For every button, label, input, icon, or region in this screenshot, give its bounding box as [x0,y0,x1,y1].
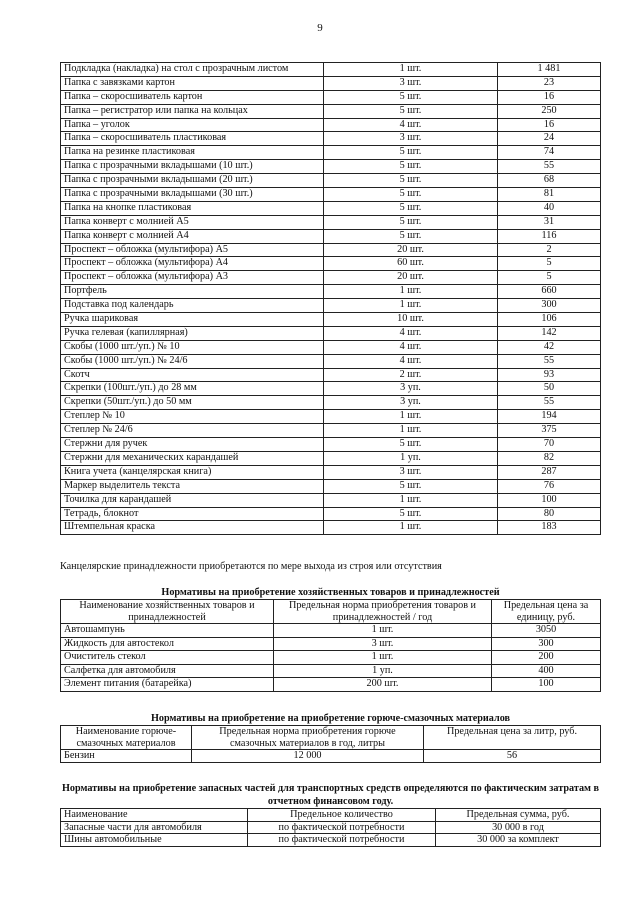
table-row [61,624,601,638]
page-number: 9 [317,22,323,34]
table-cell: 1 шт. [324,424,498,438]
table-cell: Папка на резинке пластиковая [61,146,324,160]
table-cell: 2 [498,243,601,257]
table-row [61,368,601,382]
table-cell: 250 [498,104,601,118]
table-row [61,340,601,354]
table-row [61,424,601,438]
table-cell: 1 уп. [274,664,492,678]
table-cell: 5 шт. [324,201,498,215]
table-cell: 5 шт. [324,507,498,521]
table-cell: 3050 [492,624,601,638]
table-row [61,174,601,188]
table-row [61,188,601,202]
column-header: Предельная цена за единицу, руб. [492,600,601,624]
table-cell: 3 уп. [324,382,498,396]
table-cell: Проспект – обложка (мультифора) А3 [61,271,324,285]
table-row [61,243,601,257]
table-cell: 5 шт. [324,90,498,104]
table-cell: Папка с завязками картон [61,76,324,90]
table-cell: 3 шт. [274,637,492,651]
table-row [61,438,601,452]
table-cell: 1 шт. [274,651,492,665]
table-cell: 4 шт. [324,118,498,132]
table-cell: 300 [498,299,601,313]
table-cell: Скобы (1000 шт./уп.) № 10 [61,340,324,354]
table-cell: Папка с прозрачными вкладышами (20 шт.) [61,174,324,188]
table-cell: 10 шт. [324,313,498,327]
fuel-table [60,725,601,763]
table-cell: 200 шт. [274,678,492,692]
table-cell: 55 [498,396,601,410]
table-cell: 5 шт. [324,160,498,174]
column-header: Предельная цена за литр, руб. [424,726,601,750]
table-row [61,750,601,763]
table-row [61,326,601,340]
table-cell: 5 шт. [324,146,498,160]
table-row [61,651,601,665]
table-cell: Проспект – обложка (мультифора) А5 [61,243,324,257]
table-cell: 1 шт. [324,299,498,313]
column-header: Наименование горюче-смазочных материалов [61,726,192,750]
table-cell: 42 [498,340,601,354]
table-cell: 93 [498,368,601,382]
table-row [61,637,601,651]
table-cell: по фактической потребности [248,834,436,847]
table-row [61,257,601,271]
office-supplies-table [60,62,601,535]
table-cell: 287 [498,465,601,479]
table-row [61,410,601,424]
table-cell: 2 шт. [324,368,498,382]
table-cell: 183 [498,521,601,535]
table-cell: Стержни для механических карандашей [61,451,324,465]
table-cell: 300 [492,637,601,651]
table-cell: 1 шт. [324,410,498,424]
table-row [61,821,601,834]
table-cell: 1 481 [498,63,601,77]
table-cell: 3 шт. [324,465,498,479]
table-cell: 5 шт. [324,438,498,452]
table-row [61,104,601,118]
table-cell: 82 [498,451,601,465]
table-row [61,271,601,285]
column-header: Наименование хозяйственных товаров и принадлежностей [61,600,274,624]
table-cell: Стержни для ручек [61,438,324,452]
table-cell: 5 [498,257,601,271]
table-cell: Бензин [61,750,192,763]
table-row [61,118,601,132]
table-cell: 4 шт. [324,340,498,354]
table-cell: 16 [498,90,601,104]
table-cell: 5 шт. [324,229,498,243]
table-cell: Маркер выделитель текста [61,479,324,493]
table-cell: Штемпельная краска [61,521,324,535]
table-cell: 200 [492,651,601,665]
table-cell: 30 000 за комплект [436,834,601,847]
table-cell: 3 уп. [324,396,498,410]
table-cell: 375 [498,424,601,438]
table-row [61,664,601,678]
table-cell: по фактической потребности [248,821,436,834]
table-row [61,146,601,160]
table-cell: 20 шт. [324,243,498,257]
table-cell: Очиститель стекол [61,651,274,665]
table-cell: Скотч [61,368,324,382]
table-cell: Шины автомобильные [61,834,248,847]
table-row [61,160,601,174]
table-cell: 660 [498,285,601,299]
table-cell: Точилка для карандашей [61,493,324,507]
table-cell: 55 [498,354,601,368]
table-cell: 56 [424,750,601,763]
table-cell: 3 шт. [324,132,498,146]
table-cell: 100 [498,493,601,507]
table-cell: 5 шт. [324,479,498,493]
table-cell: Ручка гелевая (капиллярная) [61,326,324,340]
table-cell: 142 [498,326,601,340]
table-cell: Папка с прозрачными вкладышами (30 шт.) [61,188,324,202]
table-cell: Скрепки (100шт./уп.) до 28 мм [61,382,324,396]
table-cell: 1 шт. [324,63,498,77]
table-cell: 1 шт. [324,521,498,535]
table-cell: 70 [498,438,601,452]
table-cell: Книга учета (канцелярская книга) [61,465,324,479]
column-header: Предельная норма приобретения товаров и принадлежностей / год [274,600,492,624]
table-row [61,507,601,521]
table-cell: 5 шт. [324,215,498,229]
fuel-heading: Нормативы на приобретение на приобретение горюче-смазочных материалов [150,713,511,724]
table-cell: Папка с прозрачными вкладышами (10 шт.) [61,160,324,174]
table-row [61,493,601,507]
table-row [61,90,601,104]
table-cell: Проспект – обложка (мультифора) А4 [61,257,324,271]
table-cell: Элемент питания (батарейка) [61,678,274,692]
table-cell: Скобы (1000 шт./уп.) № 24/6 [61,354,324,368]
table-cell: 55 [498,160,601,174]
table-cell: Папка – скоросшиватель картон [61,90,324,104]
table-cell: 4 шт. [324,354,498,368]
table-cell: 50 [498,382,601,396]
table-cell: 400 [492,664,601,678]
supplies-note: Канцелярские принадлежности приобретаются по мере выхода из строя или отсутствия [60,561,442,572]
table-cell: Автошампунь [61,624,274,638]
table-row [61,521,601,535]
table-cell: 31 [498,215,601,229]
table-cell: 106 [498,313,601,327]
table-row [61,834,601,847]
table-cell: Папка конверт с молнией А4 [61,229,324,243]
household-heading: Нормативы на приобретение хозяйственных товаров и принадлежностей [161,587,500,598]
table-cell: Жидкость для автостекол [61,637,274,651]
table-cell: Ручка шариковая [61,313,324,327]
table-row [61,313,601,327]
table-header-row [61,600,601,624]
table-cell: Скрепки (50шт./уп.) до 50 мм [61,396,324,410]
table-cell: 12 000 [192,750,424,763]
table-row [61,354,601,368]
table-cell: Папка конверт с молнией А5 [61,215,324,229]
table-cell: Степлер № 24/6 [61,424,324,438]
table-cell: Салфетка для автомобиля [61,664,274,678]
table-row [61,229,601,243]
table-cell: Степлер № 10 [61,410,324,424]
table-cell: 30 000 в год [436,821,601,834]
table-cell: Папка – уголок [61,118,324,132]
table-cell: 60 шт. [324,257,498,271]
table-cell: 40 [498,201,601,215]
table-cell: 1 шт. [324,493,498,507]
table-cell: 4 шт. [324,326,498,340]
table-cell: 5 шт. [324,188,498,202]
table-row [61,678,601,692]
table-cell: Папка – скоросшиватель пластиковая [61,132,324,146]
table-cell: 100 [492,678,601,692]
table-cell: 23 [498,76,601,90]
table-cell: 1 шт. [274,624,492,638]
table-cell: 1 уп. [324,451,498,465]
column-header: Наименование [61,809,248,822]
table-cell: Тетрадь, блокнот [61,507,324,521]
parts-heading: Нормативы на приобретение запасных частей для транспортных средств определяются по фактическим затратам в отчетном финансовом году. [61,783,600,808]
table-cell: Подставка под календарь [61,299,324,313]
table-cell: 74 [498,146,601,160]
table-cell: 76 [498,479,601,493]
table-row [61,285,601,299]
table-row [61,132,601,146]
table-cell: Портфель [61,285,324,299]
table-row [61,451,601,465]
table-cell: 68 [498,174,601,188]
table-cell: 5 шт. [324,104,498,118]
table-row [61,76,601,90]
table-row [61,63,601,77]
table-row [61,215,601,229]
table-row [61,479,601,493]
table-cell: Подкладка (накладка) на стол с прозрачным листом [61,63,324,77]
table-cell: 116 [498,229,601,243]
table-cell: 16 [498,118,601,132]
table-cell: 24 [498,132,601,146]
table-row [61,396,601,410]
table-row [61,465,601,479]
table-cell: 1 шт. [324,285,498,299]
table-row [61,201,601,215]
table-cell: 5 шт. [324,174,498,188]
table-cell: 3 шт. [324,76,498,90]
table-cell: Папка – регистратор или папка на кольцах [61,104,324,118]
table-cell: Запасные части для автомобиля [61,821,248,834]
column-header: Предельная норма приобретения горюче смазочных материалов в год, литры [192,726,424,750]
table-header-row [61,809,601,822]
household-table [60,599,601,692]
table-row [61,382,601,396]
table-cell: Папка на кнопке пластиковая [61,201,324,215]
table-cell: 5 [498,271,601,285]
table-cell: 81 [498,188,601,202]
table-row [61,299,601,313]
parts-table [60,808,601,847]
table-cell: 194 [498,410,601,424]
column-header: Предельное количество [248,809,436,822]
column-header: Предельная сумма, руб. [436,809,601,822]
table-cell: 80 [498,507,601,521]
table-cell: 20 шт. [324,271,498,285]
table-header-row [61,726,601,750]
